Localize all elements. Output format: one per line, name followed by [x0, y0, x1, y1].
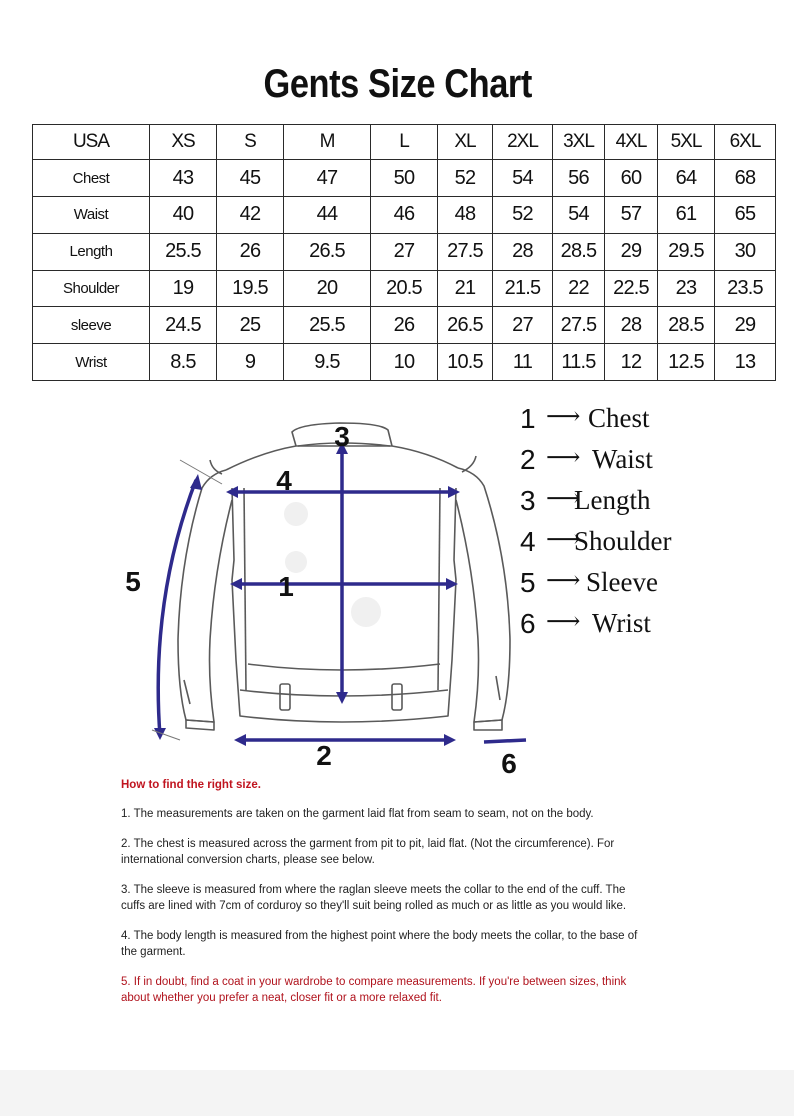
sleeve-measure-line — [158, 480, 196, 736]
waist-seam — [248, 664, 440, 670]
arrow-right-icon: ⟶ — [546, 568, 581, 594]
table-cell: 28 — [605, 307, 658, 344]
table-cell: 24.5 — [150, 307, 217, 344]
table-cell: 23 — [658, 270, 715, 307]
marker-4: 4 — [276, 465, 292, 496]
table-cell: 9 — [217, 344, 284, 381]
header-cell: XL — [438, 125, 493, 160]
right-buckle — [392, 684, 402, 710]
right-panel-seam — [438, 488, 440, 690]
table-cell: 30 — [715, 233, 776, 270]
highlight — [284, 502, 308, 526]
table-row-sleeve — [33, 307, 776, 344]
shoulder-arrow-right — [448, 486, 460, 498]
size-table — [32, 124, 776, 381]
marker-3: 3 — [334, 421, 350, 452]
header-cell: M — [284, 125, 371, 160]
arrow-right-icon: ⟶ — [546, 609, 581, 635]
left-buckle — [280, 684, 290, 710]
marker-5: 5 — [125, 566, 141, 597]
legend-label: Sleeve — [586, 567, 658, 597]
table-cell: 25.5 — [150, 233, 217, 270]
row-label: Chest — [33, 160, 150, 197]
legend-number: 5 — [520, 566, 536, 598]
header-cell: L — [371, 125, 438, 160]
arrow-right-icon: ⟶ — [546, 445, 581, 471]
table-cell: 10 — [371, 344, 438, 381]
table-cell: 26 — [217, 233, 284, 270]
note-item: 4. The body length is measured from the highest point where the body meets the collar, to the base of the garment. — [121, 930, 638, 958]
table-cell: 26.5 — [438, 307, 493, 344]
table-cell: 27 — [371, 233, 438, 270]
sizing-notes — [121, 778, 651, 1021]
arrow-right-icon: ⟶ — [546, 486, 581, 512]
legend-number: 2 — [520, 443, 536, 475]
legend-number: 1 — [520, 402, 536, 434]
table-cell: 11.5 — [553, 344, 605, 381]
table-cell: 9.5 — [284, 344, 371, 381]
legend-item-waist — [520, 439, 720, 480]
table-cell: 45 — [217, 160, 284, 197]
table-cell: 60 — [605, 160, 658, 197]
right-cuff — [474, 720, 502, 730]
header-cell: USA — [33, 125, 150, 160]
legend-item-sleeve — [520, 562, 720, 603]
table-cell: 19.5 — [217, 270, 284, 307]
highlight — [285, 551, 307, 573]
marker-6: 6 — [501, 748, 517, 779]
left-cuff — [186, 720, 214, 730]
sleeve-guide — [152, 730, 180, 740]
highlight — [351, 597, 381, 627]
legend-item-wrist — [520, 603, 720, 644]
table-cell: 12.5 — [658, 344, 715, 381]
table-cell: 47 — [284, 160, 371, 197]
row-label: sleeve — [33, 307, 150, 344]
row-label: Shoulder — [33, 270, 150, 307]
legend-label: Length — [574, 485, 651, 515]
table-row-length — [33, 233, 776, 270]
table-cell: 57 — [605, 197, 658, 234]
table-cell: 48 — [438, 197, 493, 234]
table-cell: 56 — [553, 160, 605, 197]
table-cell: 20.5 — [371, 270, 438, 307]
legend-item-shoulder — [520, 521, 720, 562]
legend-item-chest — [520, 398, 720, 439]
table-cell: 21.5 — [493, 270, 553, 307]
table-cell: 29.5 — [658, 233, 715, 270]
sleeve-arrow-top — [190, 474, 202, 490]
waist-arrow-right — [444, 734, 456, 746]
table-cell: 25.5 — [284, 307, 371, 344]
row-label: Waist — [33, 197, 150, 234]
table-cell: 29 — [715, 307, 776, 344]
table-cell: 64 — [658, 160, 715, 197]
legend-label: Waist — [592, 444, 653, 474]
table-cell: 27 — [493, 307, 553, 344]
left-panel-seam — [244, 488, 246, 690]
legend-label: Chest — [588, 403, 650, 433]
table-cell: 27.5 — [553, 307, 605, 344]
wrist-measure-line — [484, 740, 526, 742]
table-row-chest — [33, 160, 776, 197]
note-item: 3. The sleeve is measured from where the raglan sleeve meets the collar to the end of the cuff. The cuffs are lined with 7cm of corduroy so they'll suit being rolled as much or as little as you would like. — [121, 884, 627, 912]
header-cell: 3XL — [553, 125, 605, 160]
note-item: 1. The measurements are taken on the garment laid flat from seam to seam, not on the body. — [121, 807, 594, 820]
table-cell: 11 — [493, 344, 553, 381]
notes-heading: How to find the right size. — [121, 779, 261, 791]
table-cell: 40 — [150, 197, 217, 234]
legend-number: 6 — [520, 607, 536, 639]
header-cell: XS — [150, 125, 217, 160]
table-cell: 28 — [493, 233, 553, 270]
legend-label: Shoulder — [574, 526, 672, 556]
table-row-waist — [33, 197, 776, 234]
note-item: 2. The chest is measured across the garment from pit to pit, laid flat. (Not the circumference). For international conversion charts, please see below. — [121, 838, 615, 866]
table-cell: 8.5 — [150, 344, 217, 381]
table-cell: 23.5 — [715, 270, 776, 307]
table-cell: 46 — [371, 197, 438, 234]
right-sleeve-zip — [496, 676, 500, 700]
table-cell: 50 — [371, 160, 438, 197]
table-cell: 42 — [217, 197, 284, 234]
waist-arrow-left — [234, 734, 246, 746]
table-cell: 25 — [217, 307, 284, 344]
body-outline — [232, 488, 456, 722]
table-cell: 68 — [715, 160, 776, 197]
table-cell: 29 — [605, 233, 658, 270]
page-title: Gents Size Chart — [263, 62, 532, 106]
table-cell: 26.5 — [284, 233, 371, 270]
table-cell: 43 — [150, 160, 217, 197]
table-header-row — [33, 125, 776, 160]
table-cell: 10.5 — [438, 344, 493, 381]
legend-label: Wrist — [592, 608, 651, 638]
table-cell: 44 — [284, 197, 371, 234]
table-cell: 54 — [493, 160, 553, 197]
marker-1: 1 — [278, 571, 294, 602]
header-cell: 5XL — [658, 125, 715, 160]
table-cell: 61 — [658, 197, 715, 234]
table-cell: 21 — [438, 270, 493, 307]
table-cell: 12 — [605, 344, 658, 381]
table-cell: 65 — [715, 197, 776, 234]
arrow-right-icon: ⟶ — [546, 527, 581, 553]
header-cell: 2XL — [493, 125, 553, 160]
table-cell: 19 — [150, 270, 217, 307]
length-arrow-bottom — [336, 692, 348, 704]
header-cell: 6XL — [715, 125, 776, 160]
measurement-legend — [520, 398, 720, 644]
row-label: Wrist — [33, 344, 150, 381]
legend-item-length — [520, 480, 720, 521]
table-row-shoulder — [33, 270, 776, 307]
header-cell: S — [217, 125, 284, 160]
table-cell: 22 — [553, 270, 605, 307]
legend-number: 3 — [520, 484, 536, 516]
marker-2: 2 — [316, 740, 332, 771]
table-cell: 22.5 — [605, 270, 658, 307]
table-cell: 27.5 — [438, 233, 493, 270]
jacket-diagram — [110, 400, 530, 780]
arrow-right-icon: ⟶ — [546, 404, 581, 430]
table-cell: 26 — [371, 307, 438, 344]
table-cell: 20 — [284, 270, 371, 307]
left-sleeve-zip — [184, 680, 190, 704]
table-cell: 52 — [438, 160, 493, 197]
header-cell: 4XL — [605, 125, 658, 160]
legend-number: 4 — [520, 525, 536, 557]
row-label: Length — [33, 233, 150, 270]
table-cell: 13 — [715, 344, 776, 381]
table-cell: 54 — [553, 197, 605, 234]
table-cell: 28.5 — [553, 233, 605, 270]
table-row-wrist — [33, 344, 776, 381]
sleeve-guide — [180, 460, 222, 484]
right-sleeve-outline — [456, 468, 510, 722]
table-cell: 28.5 — [658, 307, 715, 344]
table-cell: 52 — [493, 197, 553, 234]
note-item-highlight: 5. If in doubt, find a coat in your wardrobe to compare measurements. If you're between sizes, think about whether you prefer a neat, closer fit or a more relaxed fit. — [121, 976, 627, 1004]
